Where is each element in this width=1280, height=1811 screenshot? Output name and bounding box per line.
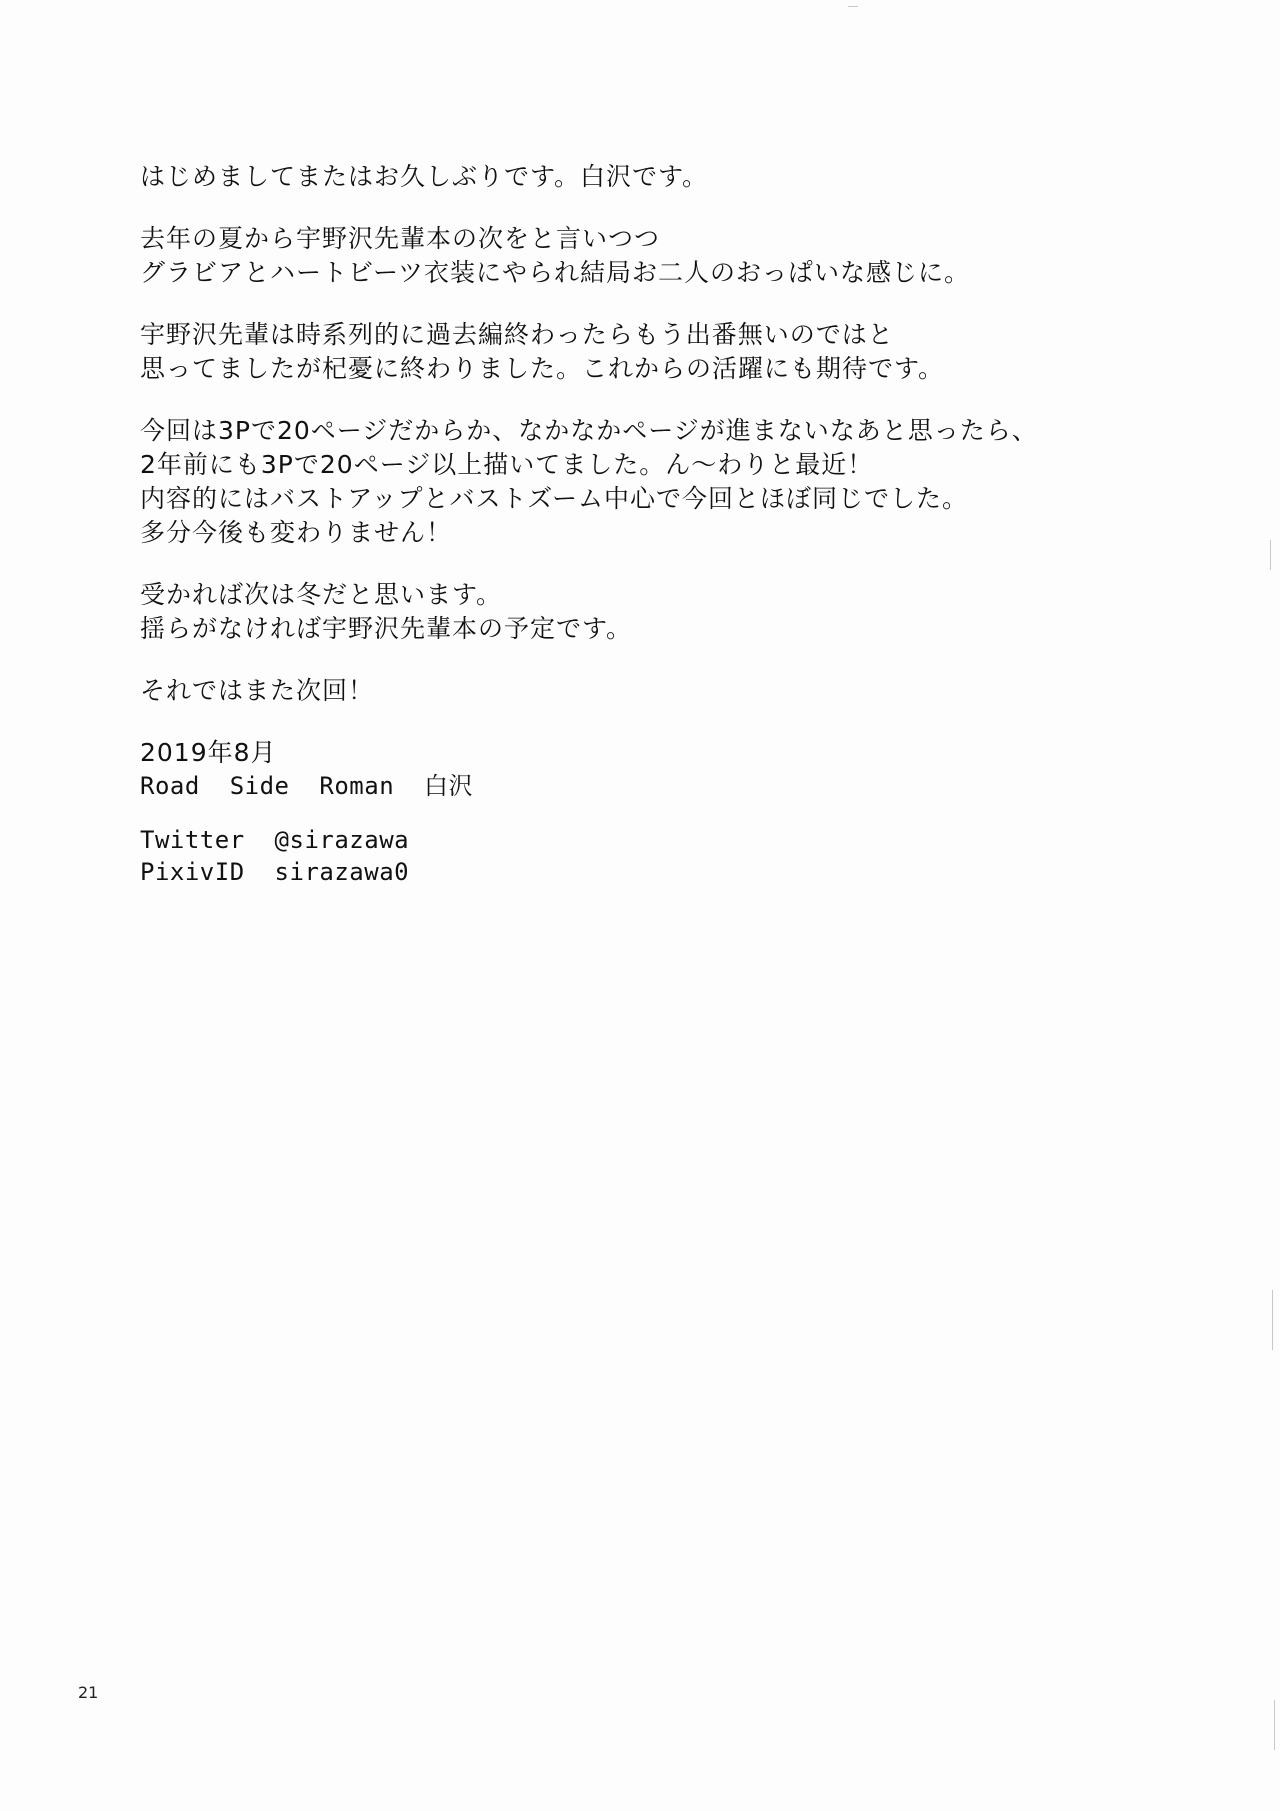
text-line: 去年の夏から宇野沢先輩本の次をと言いつつ: [140, 224, 661, 253]
signature-block: [140, 736, 1040, 802]
pixiv-id: PixivID sirazawa0: [140, 858, 410, 886]
paragraph-next: [140, 578, 1040, 646]
text-line: 思ってましたが杞憂に終わりました。これからの活躍にも期待です。: [140, 354, 945, 383]
scan-edge-mark: [1272, 1290, 1273, 1350]
twitter-handle: Twitter @sirazawa: [140, 826, 410, 854]
paragraph-closing: [140, 674, 1040, 708]
text-line: 2年前にも3Pで20ページ以上描いてました。ん〜わりと最近！: [140, 450, 874, 479]
paragraph-unozawa: [140, 318, 1040, 386]
text-line: 今回は3Pで20ページだからか、なかなかページが進まないなあと思ったら、: [140, 416, 1038, 445]
scan-edge-mark: [1270, 540, 1271, 570]
paragraph-greeting: [140, 160, 1040, 194]
signature-date: 2019年8月: [140, 738, 277, 767]
text-line: はじめましてまたはお久しぶりです。白沢です。: [140, 162, 709, 191]
text-line: 受かれば次は冬だと思います。: [140, 580, 503, 609]
afterword-text: [140, 160, 1040, 910]
scan-edge-mark: [1274, 1700, 1275, 1750]
paragraph-summer: [140, 222, 1040, 290]
text-line: 揺らがなければ宇野沢先輩本の予定です。: [140, 614, 633, 643]
page-number: 21: [78, 1683, 99, 1702]
text-line: 宇野沢先輩は時系列的に過去編終わったらもう出番無いのではと: [140, 320, 894, 349]
signature-circle: Road Side Roman 白沢: [140, 772, 474, 800]
text-line: 多分今後も変わりません！: [140, 518, 453, 547]
text-line: グラビアとハートビーツ衣装にやられ結局お二人のおっぱいな感じに。: [140, 258, 971, 287]
text-line: それではまた次回！: [140, 676, 375, 705]
paragraph-pages: [140, 414, 1040, 550]
contacts-block: [140, 824, 1040, 888]
scan-edge-mark: [848, 6, 858, 7]
text-line: 内容的にはバストアップとバストズーム中心で今回とほぼ同じでした。: [140, 484, 969, 513]
